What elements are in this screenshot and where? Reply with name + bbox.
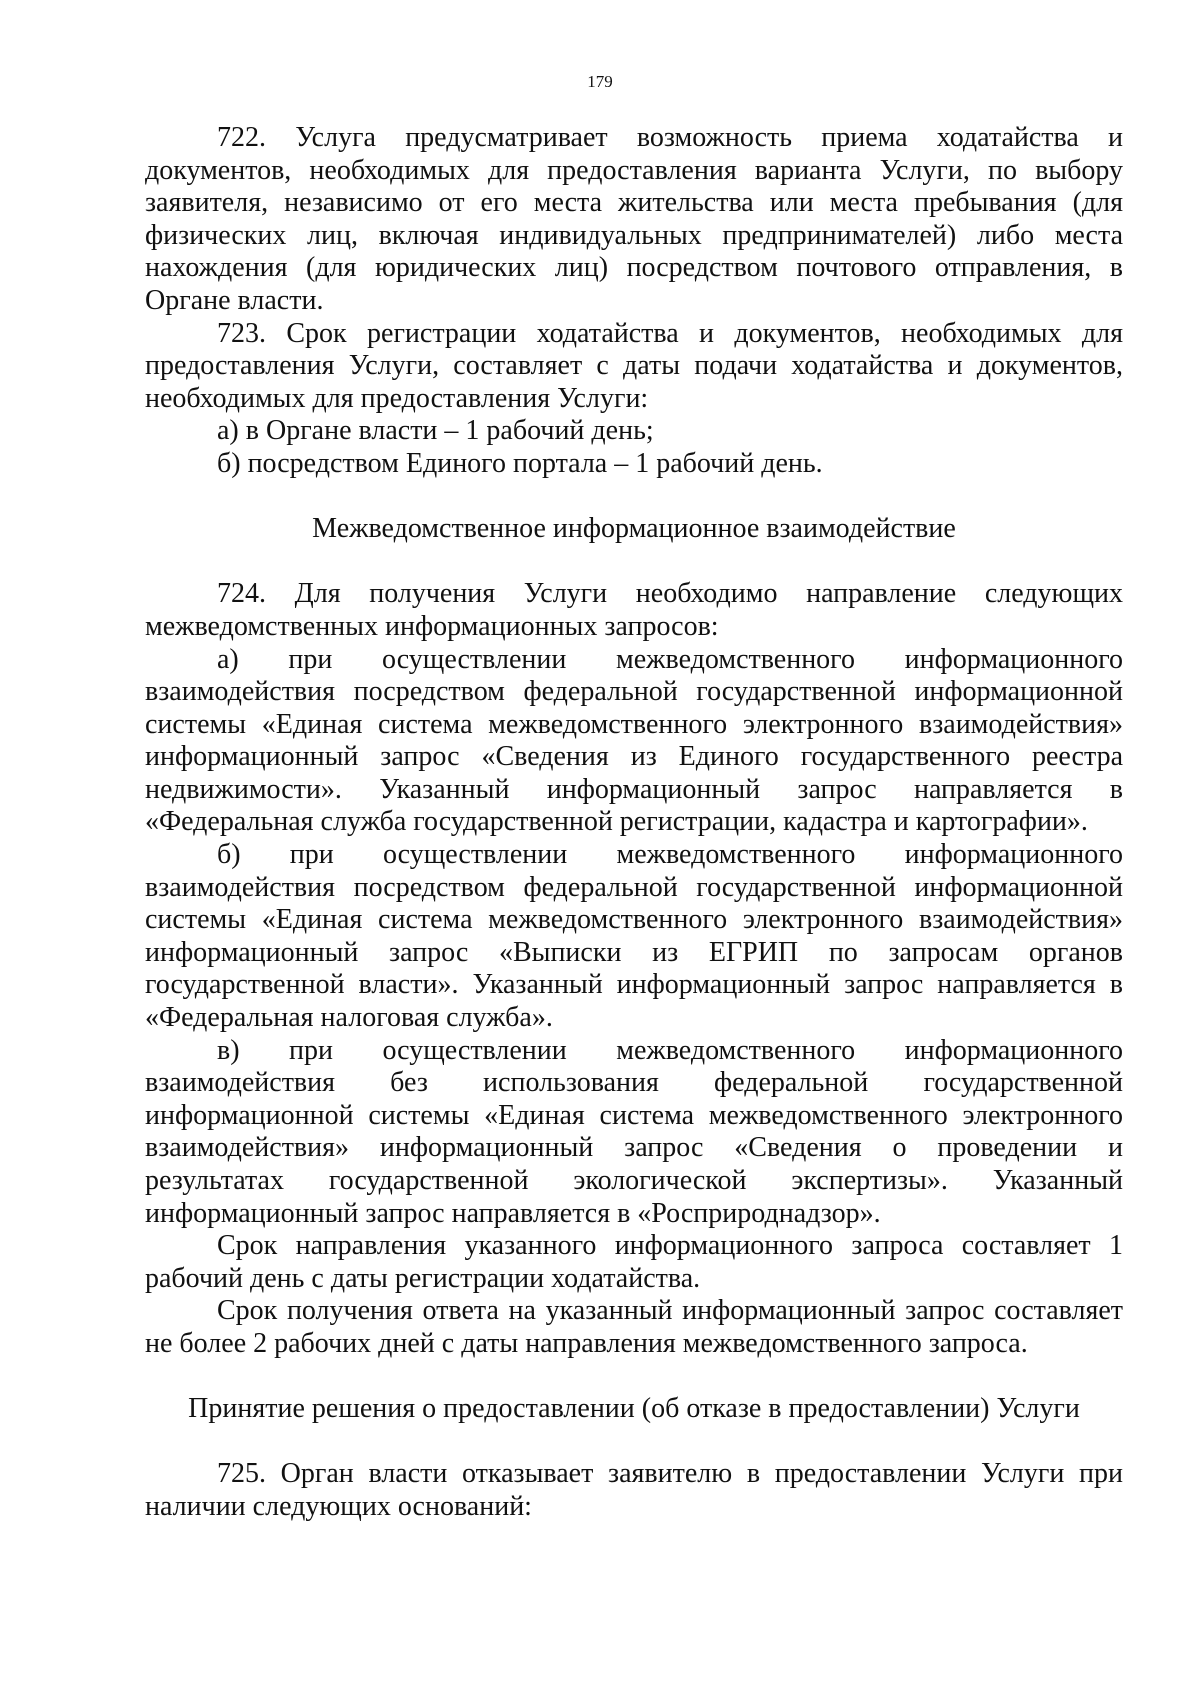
section-heading: Принятие решения о предоставлении (об отказе в предоставлении) Услуги [188, 1393, 1080, 1425]
paragraph: 725. Орган власти отказывает заявителю в предоставлении Услуги при наличии следующих оснований: [145, 1458, 1123, 1522]
section-spacer [145, 1361, 1123, 1394]
section-heading: Межведомственное информационное взаимодействие [312, 513, 956, 545]
section-spacer [145, 546, 1123, 579]
paragraph: б) посредством Единого портала – 1 рабочий день. [217, 447, 823, 479]
paragraph: Срок направления указанного информационного запроса составляет 1 рабочий день с даты регистрации ходатайства. [145, 1230, 1123, 1294]
paragraph: а) при осуществлении межведомственного информационного взаимодействия посредством федеральной государственной информационной системы «Единая система межведомственного электронного взаимодействия» информационный запрос «Сведения из Единого государственного реестра недвижимости». Указанный информационный запрос направляется в «Федеральная служба государственной регистрации, кадастра и картографии». [145, 643, 1123, 838]
section-spacer [145, 1426, 1123, 1459]
paragraph: а) в Органе власти – 1 рабочий день; [217, 415, 654, 447]
paragraph: Срок получения ответа на указанный информационный запрос составляет не более 2 рабочих дней с даты направления межведомственного запроса. [145, 1295, 1123, 1359]
paragraph: 723. Срок регистрации ходатайства и документов, необходимых для предоставления Услуги, составляет с даты подачи ходатайства и документов, необходимых для предоставления Услуги: [145, 317, 1123, 414]
paragraph: в) при осуществлении межведомственного информационного взаимодействия без использования федеральной государственной информационной системы «Единая система межведомственного электронного взаимодействия» информационный запрос «Сведения о проведении и результатах государственной экологической экспертизы». Указанный информационный запрос направляется в «Росприроднадзор». [145, 1034, 1123, 1229]
paragraph: б) при осуществлении межведомственного информационного взаимодействия посредством федеральной государственной информационной системы «Единая система межведомственного электронного взаимодействия» информационный запрос «Выписки из ЕГРИП по запросам органов государственной власти». Указанный информационный запрос направляется в «Федеральная налоговая служба». [145, 839, 1123, 1034]
section-spacer [145, 481, 1123, 514]
document-body [145, 122, 1123, 1524]
page-number: 179 [587, 72, 613, 91]
paragraph: 724. Для получения Услуги необходимо направление следующих межведомственных информационных запросов: [145, 578, 1123, 642]
paragraph: 722. Услуга предусматривает возможность приема ходатайства и документов, необходимых для предоставления варианта Услуги, по выбору заявителя, независимо от его места жительства или места пребывания (для физических лиц, включая индивидуальных предпринимателей) либо места нахождения (для юридических лиц) посредством почтового отправления, в Органе власти. [145, 122, 1123, 316]
